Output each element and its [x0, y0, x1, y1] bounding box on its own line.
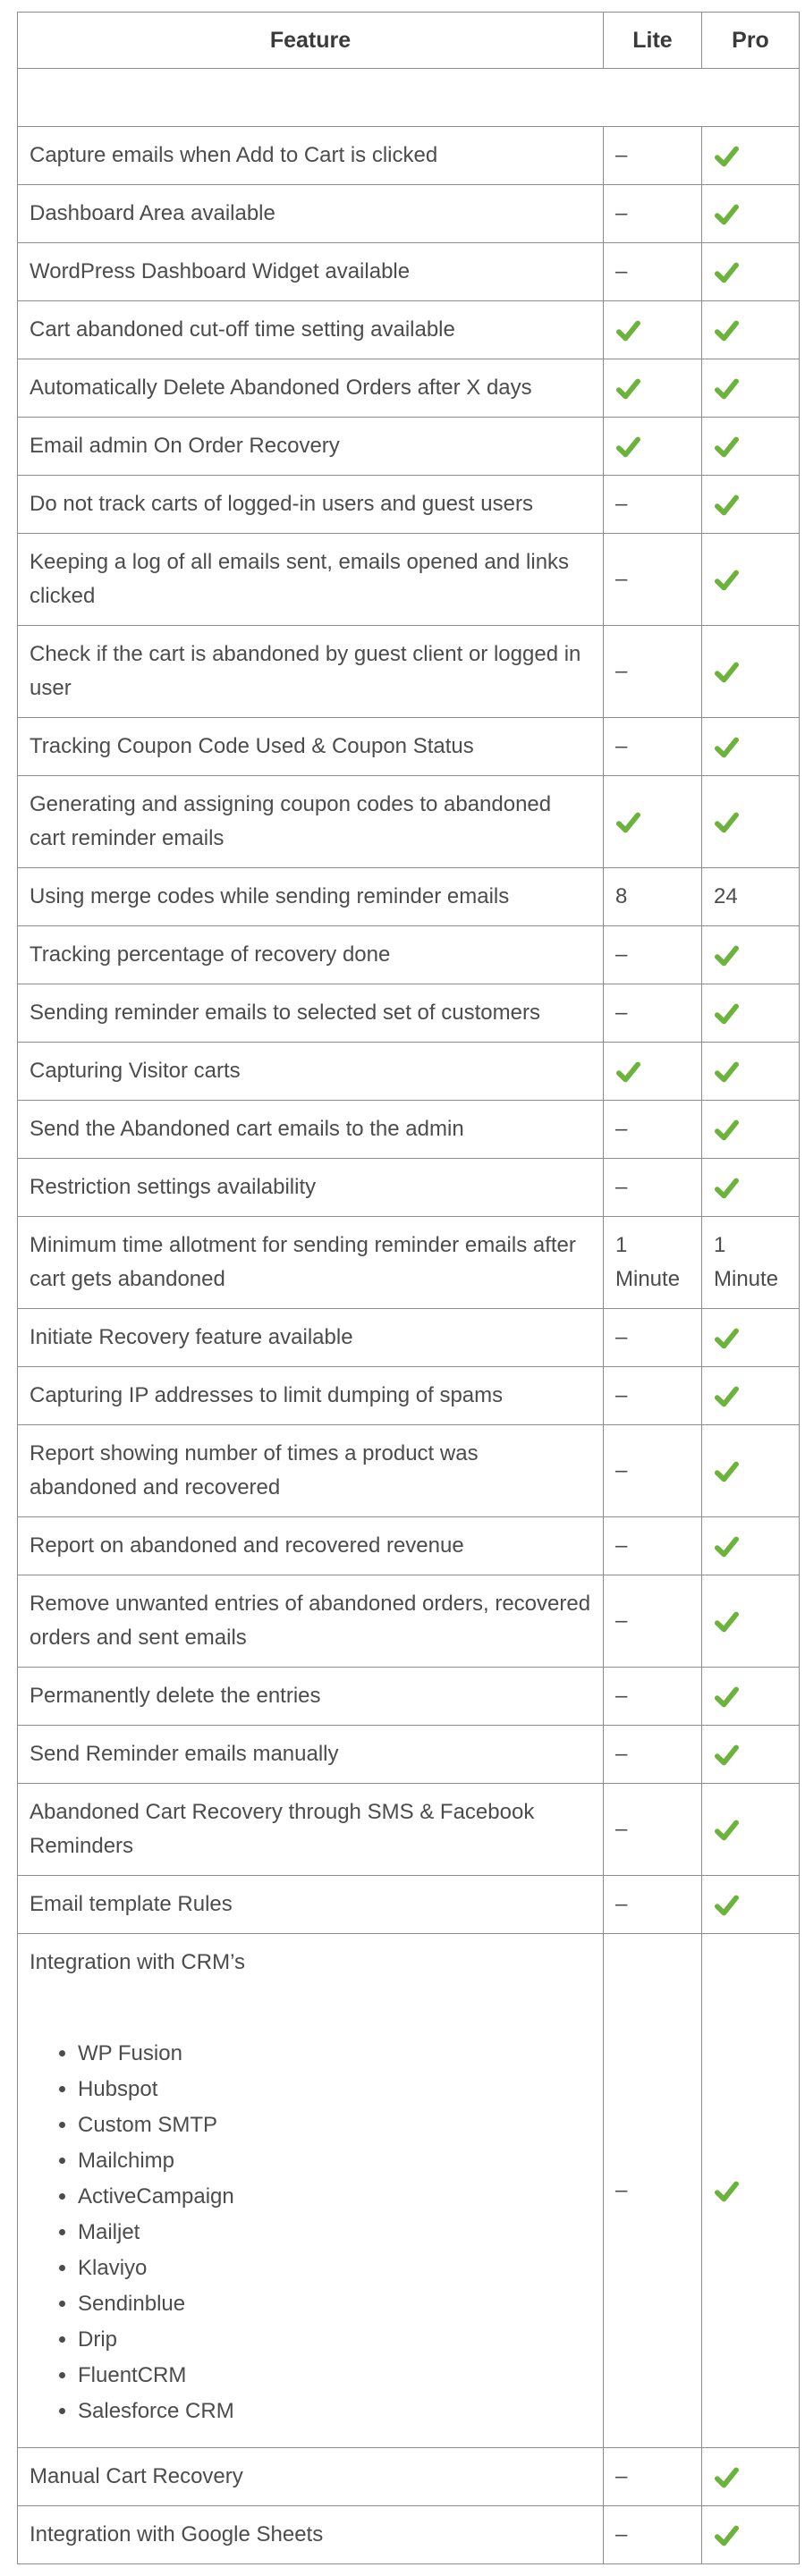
pro-cell [702, 1043, 800, 1101]
check-icon [714, 1117, 740, 1143]
pro-cell [702, 1934, 800, 2448]
pro-cell [702, 301, 800, 359]
feature-cell [18, 718, 604, 776]
dash-icon: – [615, 567, 628, 591]
lite-cell [604, 359, 702, 418]
lite-cell [604, 1425, 702, 1517]
table-row [18, 1159, 800, 1217]
lite-cell [604, 185, 702, 243]
feature-cell [18, 1367, 604, 1425]
lite-cell [604, 868, 702, 926]
feature-cell [18, 2506, 604, 2564]
check-icon [714, 492, 740, 518]
pro-cell [702, 2448, 800, 2506]
check-icon [714, 809, 740, 835]
lite-cell [604, 626, 702, 718]
pro-cell [702, 1309, 800, 1367]
feature-cell [18, 1043, 604, 1101]
lite-cell [604, 2506, 702, 2564]
dash-icon: – [615, 734, 628, 758]
check-icon [714, 1684, 740, 1710]
lite-cell [604, 1784, 702, 1876]
table-row [18, 1668, 800, 1726]
feature-label: WordPress Dashboard Widget available [30, 259, 411, 283]
feature-label: Permanently delete the entries [30, 1684, 321, 1708]
lite-cell [604, 418, 702, 476]
pro-cell [702, 776, 800, 868]
pro-cell [702, 1159, 800, 1217]
lite-cell [604, 984, 702, 1043]
pro-cell [702, 418, 800, 476]
feature-label: Do not track carts of logged-in users and guest users [30, 492, 533, 516]
pro-cell [702, 1876, 800, 1934]
check-icon [714, 1892, 740, 1918]
lite-cell [604, 718, 702, 776]
dash-icon: – [615, 1684, 628, 1708]
feature-label: Capturing Visitor carts [30, 1059, 241, 1083]
feature-label: Capturing IP addresses to limit dumping of spams [30, 1383, 504, 1407]
lite-cell [604, 127, 702, 185]
table-row [18, 1517, 800, 1575]
lite-cell [604, 1309, 702, 1367]
check-icon [714, 2522, 740, 2548]
feature-comparison-table [17, 12, 800, 2564]
spacer-row [18, 69, 800, 127]
pro-cell [702, 1726, 800, 1784]
feature-cell [18, 1517, 604, 1575]
check-icon [714, 734, 740, 760]
feature-cell [18, 1668, 604, 1726]
pro-cell [702, 926, 800, 984]
check-icon [714, 1001, 740, 1026]
dash-icon: – [615, 1892, 628, 1916]
check-icon [615, 434, 641, 460]
dash-icon: – [615, 1175, 628, 1199]
table-row [18, 1934, 800, 2448]
pro-cell [702, 243, 800, 301]
pro-cell [702, 1517, 800, 1575]
dash-icon: – [615, 1742, 628, 1766]
column-header-pro: Pro [702, 13, 800, 69]
feature-label: Check if the cart is abandoned by guest client or logged in user [30, 642, 581, 700]
check-icon [714, 1059, 740, 1085]
table-row [18, 1309, 800, 1367]
feature-cell [18, 776, 604, 868]
table-row [18, 1575, 800, 1668]
check-icon [615, 809, 641, 835]
pro-cell [702, 626, 800, 718]
dash-icon: – [615, 1117, 628, 1141]
check-icon [714, 1383, 740, 1409]
dash-icon: – [615, 1817, 628, 1841]
feature-cell [18, 127, 604, 185]
feature-label: Restriction settings availability [30, 1175, 317, 1199]
check-icon [714, 376, 740, 401]
cell-value: 24 [714, 884, 738, 908]
table-row [18, 1726, 800, 1784]
lite-cell [604, 1575, 702, 1668]
lite-cell [604, 1934, 702, 2448]
pro-cell [702, 534, 800, 626]
feature-label: Minimum time allotment for sending reminder emails after cart gets abandoned [30, 1233, 576, 1291]
table-row [18, 476, 800, 534]
feature-cell [18, 1101, 604, 1159]
check-icon [714, 143, 740, 169]
feature-label: Abandoned Cart Recovery through SMS & Facebook Reminders [30, 1800, 535, 1858]
lite-cell [604, 1726, 702, 1784]
table-row [18, 718, 800, 776]
dash-icon: – [615, 492, 628, 516]
table-row [18, 127, 800, 185]
pro-cell [702, 1425, 800, 1517]
crm-list-item: • Hubspot [78, 2073, 591, 2107]
table-row [18, 984, 800, 1043]
feature-cell [18, 185, 604, 243]
dash-icon: – [615, 2522, 628, 2546]
dash-icon: – [615, 1458, 628, 1482]
crm-list-item: • Klaviyo [78, 2251, 591, 2285]
lite-cell [604, 1159, 702, 1217]
lite-cell [604, 1101, 702, 1159]
feature-cell [18, 1425, 604, 1517]
table-body [18, 69, 800, 2564]
dash-icon: – [615, 659, 628, 683]
table-row [18, 1043, 800, 1101]
spacer-cell [18, 69, 800, 127]
feature-cell [18, 359, 604, 418]
lite-cell [604, 1217, 702, 1309]
feature-label: Report on abandoned and recovered revenue [30, 1533, 464, 1558]
feature-label: Tracking Coupon Code Used & Coupon Status [30, 734, 474, 758]
dash-icon: – [615, 1533, 628, 1558]
check-icon [714, 1175, 740, 1201]
table-row [18, 1425, 800, 1517]
check-icon [714, 2464, 740, 2490]
check-icon [714, 1817, 740, 1843]
check-icon [714, 259, 740, 285]
check-icon [714, 2178, 740, 2204]
check-icon [615, 317, 641, 343]
feature-cell [18, 1217, 604, 1309]
feature-cell [18, 1575, 604, 1668]
pro-cell [702, 1367, 800, 1425]
feature-cell [18, 1309, 604, 1367]
feature-label: Send the Abandoned cart emails to the admin [30, 1117, 464, 1141]
feature-label: Keeping a log of all emails sent, emails opened and links clicked [30, 550, 570, 608]
lite-cell [604, 301, 702, 359]
dash-icon: – [615, 2464, 628, 2488]
table-row [18, 301, 800, 359]
feature-cell [18, 1784, 604, 1876]
dash-icon: – [615, 1325, 628, 1349]
check-icon [714, 1742, 740, 1768]
lite-cell [604, 2448, 702, 2506]
pro-cell [702, 1575, 800, 1668]
pro-cell [702, 359, 800, 418]
feature-cell [18, 1159, 604, 1217]
column-header-feature: Feature [18, 13, 604, 69]
pro-cell [702, 127, 800, 185]
crm-list-item: • Drip [78, 2323, 591, 2357]
check-icon [714, 1609, 740, 1634]
table-row [18, 1784, 800, 1876]
table-row [18, 243, 800, 301]
dash-icon: – [615, 259, 628, 283]
feature-cell [18, 1726, 604, 1784]
table-row [18, 2506, 800, 2564]
feature-label: Tracking percentage of recovery done [30, 942, 391, 967]
table-row [18, 359, 800, 418]
feature-label: Using merge codes while sending reminder emails [30, 884, 510, 908]
pro-cell [702, 1784, 800, 1876]
lite-cell [604, 1367, 702, 1425]
pro-cell [702, 984, 800, 1043]
feature-label: Email admin On Order Recovery [30, 434, 340, 458]
feature-label: Cart abandoned cut-off time setting available [30, 317, 455, 342]
check-icon [615, 1059, 641, 1085]
feature-cell [18, 243, 604, 301]
lite-cell [604, 1668, 702, 1726]
lite-cell [604, 1876, 702, 1934]
feature-label: Report showing number of times a product was abandoned and recovered [30, 1441, 479, 1499]
check-icon [714, 567, 740, 593]
feature-label: Sending reminder emails to selected set of customers [30, 1001, 540, 1025]
lite-cell [604, 1517, 702, 1575]
table-row [18, 418, 800, 476]
cell-value: 1 Minute [714, 1233, 779, 1291]
pro-cell [702, 185, 800, 243]
feature-label: Email template Rules [30, 1892, 233, 1916]
feature-label: Automatically Delete Abandoned Orders after X days [30, 376, 532, 400]
check-icon [714, 434, 740, 460]
lite-cell [604, 776, 702, 868]
crm-list-item: • WP Fusion [78, 2037, 591, 2071]
crm-list-item: • Mailchimp [78, 2144, 591, 2178]
cell-value: 8 [615, 884, 628, 908]
lite-cell [604, 243, 702, 301]
feature-cell [18, 626, 604, 718]
feature-cell [18, 868, 604, 926]
table-row [18, 1367, 800, 1425]
header-row [18, 13, 800, 69]
table-row [18, 185, 800, 243]
feature-cell [18, 1934, 604, 2448]
check-icon [714, 1458, 740, 1484]
pro-cell [702, 868, 800, 926]
crm-list-item: • Mailjet [78, 2216, 591, 2250]
pro-cell [702, 1217, 800, 1309]
lite-cell [604, 534, 702, 626]
pro-cell [702, 2506, 800, 2564]
table-row [18, 868, 800, 926]
dash-icon: – [615, 1001, 628, 1025]
lite-cell [604, 476, 702, 534]
table-row [18, 1876, 800, 1934]
feature-label: Initiate Recovery feature available [30, 1325, 353, 1349]
feature-label: Remove unwanted entries of abandoned orders, recovered orders and sent emails [30, 1592, 591, 1650]
feature-cell [18, 418, 604, 476]
dash-icon: – [615, 1609, 628, 1633]
lite-cell [604, 1043, 702, 1101]
feature-label: Dashboard Area available [30, 201, 275, 225]
check-icon [714, 1533, 740, 1559]
lite-cell [604, 926, 702, 984]
check-icon [714, 317, 740, 343]
table-row [18, 626, 800, 718]
check-icon [714, 201, 740, 227]
feature-cell [18, 2448, 604, 2506]
pro-cell [702, 476, 800, 534]
check-icon [615, 376, 641, 401]
table-row [18, 776, 800, 868]
feature-label: Capture emails when Add to Cart is clicked [30, 143, 438, 167]
table-row [18, 1101, 800, 1159]
dash-icon: – [615, 201, 628, 225]
feature-label: Integration with CRM’s [30, 1950, 245, 1974]
check-icon [714, 659, 740, 685]
pro-cell [702, 1101, 800, 1159]
table-row [18, 1217, 800, 1309]
crm-list-item: • Salesforce CRM [78, 2394, 591, 2428]
feature-label: Manual Cart Recovery [30, 2464, 243, 2488]
feature-cell [18, 926, 604, 984]
cell-value: 1 Minute [615, 1233, 681, 1291]
pro-cell [702, 1668, 800, 1726]
feature-cell [18, 1876, 604, 1934]
feature-cell [18, 534, 604, 626]
feature-cell [18, 476, 604, 534]
feature-label: Generating and assigning coupon codes to abandoned cart reminder emails [30, 792, 552, 850]
crm-list-item: • Sendinblue [78, 2287, 591, 2321]
table-row [18, 2448, 800, 2506]
crm-list [30, 2037, 591, 2428]
crm-list-item: • Custom SMTP [78, 2108, 591, 2142]
feature-cell [18, 984, 604, 1043]
dash-icon: – [615, 942, 628, 967]
crm-list-item: • ActiveCampaign [78, 2180, 591, 2214]
check-icon [714, 942, 740, 968]
pro-cell [702, 718, 800, 776]
crm-list-item: • FluentCRM [78, 2359, 591, 2393]
feature-cell [18, 301, 604, 359]
feature-label: Integration with Google Sheets [30, 2522, 324, 2546]
dash-icon: – [615, 143, 628, 167]
dash-icon: – [615, 2178, 628, 2202]
table-row [18, 926, 800, 984]
table-row [18, 534, 800, 626]
check-icon [714, 1325, 740, 1351]
dash-icon: – [615, 1383, 628, 1407]
feature-label: Send Reminder emails manually [30, 1742, 339, 1766]
column-header-lite: Lite [604, 13, 702, 69]
